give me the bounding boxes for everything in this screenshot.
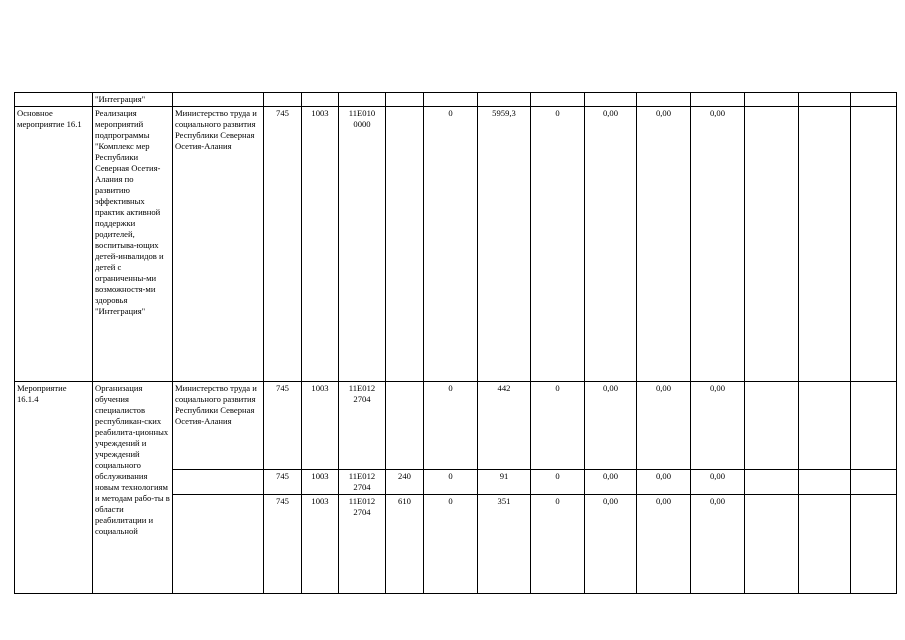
table-cell — [799, 495, 851, 594]
table-cell-value: 442 — [478, 382, 531, 470]
table-cell-type: Мероприятие 16.1.4 — [15, 382, 93, 594]
table-cell — [745, 107, 799, 382]
table-cell-vr: 610 — [386, 495, 424, 594]
table-cell-grbs: 745 — [264, 382, 302, 470]
table-cell — [339, 93, 386, 107]
table-cell-grbs: 745 — [264, 495, 302, 594]
table-cell-value: 0,00 — [585, 470, 637, 495]
table-cell-executor — [173, 495, 264, 594]
table-cell-value: 0 — [424, 107, 478, 382]
budget-table — [14, 92, 897, 594]
table-cell-value: 0,00 — [637, 382, 691, 470]
table-cell — [799, 107, 851, 382]
table-cell-executor: Министерство труда и социального развития Республики Северная Осетия-Алания — [173, 382, 264, 470]
table-cell — [531, 93, 585, 107]
table-cell-type: Основное мероприятие 16.1 — [15, 107, 93, 382]
table-cell — [585, 93, 637, 107]
table-cell — [478, 93, 531, 107]
table-cell-rzpr: 1003 — [302, 495, 339, 594]
table-cell — [424, 93, 478, 107]
table-cell-value: 0,00 — [637, 470, 691, 495]
table-cell — [799, 470, 851, 495]
table-cell — [851, 495, 897, 594]
table-cell-grbs: 745 — [264, 107, 302, 382]
table-cell-value: 0 — [424, 382, 478, 470]
table-cell-vr — [386, 107, 424, 382]
table-cell — [745, 495, 799, 594]
table-cell-value: 0,00 — [691, 382, 745, 470]
table-cell — [745, 470, 799, 495]
table-cell — [851, 382, 897, 470]
table-cell — [799, 93, 851, 107]
table-cell-rzpr: 1003 — [302, 107, 339, 382]
table-cell — [851, 93, 897, 107]
table-cell — [302, 93, 339, 107]
table-cell-csr: 11Е012 2704 — [339, 495, 386, 594]
table-cell — [264, 93, 302, 107]
table-cell-value: 0 — [531, 495, 585, 594]
table-cell-vr: 240 — [386, 470, 424, 495]
table-cell — [745, 93, 799, 107]
table-cell — [799, 382, 851, 470]
table-cell-csr: 11Е012 2704 — [339, 382, 386, 470]
table-row — [15, 107, 897, 382]
table-cell-value: 0,00 — [585, 495, 637, 594]
table-cell-value: 0,00 — [691, 470, 745, 495]
table-cell-value: 0 — [424, 470, 478, 495]
table-cell-name: "Интеграция" — [93, 93, 173, 107]
table-cell-value: 0 — [424, 495, 478, 594]
table-cell — [386, 93, 424, 107]
table-cell-value: 0 — [531, 107, 585, 382]
table-cell-value: 91 — [478, 470, 531, 495]
table-cell-vr — [386, 382, 424, 470]
table-cell-rzpr: 1003 — [302, 382, 339, 470]
table-cell-value: 0 — [531, 470, 585, 495]
table-cell-value: 0,00 — [585, 382, 637, 470]
table-cell-name: Реализация мероприятий подпрограммы "Комплекс мер Республики Северная Осетия-Алания по развитию эффективных практик активной поддержки родителей, воспитыва-ющих детей-инвалидов и детей с ограниченны-ми возможностя-ми здоровья "Интеграция" — [93, 107, 173, 382]
table-cell-value: 5959,3 — [478, 107, 531, 382]
table-cell-value: 0,00 — [691, 495, 745, 594]
table-cell-value: 0,00 — [691, 107, 745, 382]
table-cell-value: 0,00 — [585, 107, 637, 382]
table-cell — [173, 93, 264, 107]
table-cell — [691, 93, 745, 107]
table-cell — [745, 382, 799, 470]
table-cell — [637, 93, 691, 107]
table-cell-executor: Министерство труда и социального развития Республики Северная Осетия-Алания — [173, 107, 264, 382]
table-cell-value: 0 — [531, 382, 585, 470]
table-cell-rzpr: 1003 — [302, 470, 339, 495]
table-row — [15, 93, 897, 107]
table-cell — [851, 470, 897, 495]
table-cell-value: 0,00 — [637, 495, 691, 594]
table-row — [15, 382, 897, 470]
table-cell-csr: 11Е010 0000 — [339, 107, 386, 382]
table-cell-name: Организация обучения специалистов республикан-ских реабилита-ционных учреждений и учреждений социального обслуживания новым технологиям и методам рабо-ты в области реабилитации и социальной — [93, 382, 173, 594]
table-cell — [851, 107, 897, 382]
table-cell-grbs: 745 — [264, 470, 302, 495]
table-cell — [15, 93, 93, 107]
table-cell-csr: 11Е012 2704 — [339, 470, 386, 495]
table-cell-value: 351 — [478, 495, 531, 594]
table-cell-value: 0,00 — [637, 107, 691, 382]
table-cell-executor — [173, 470, 264, 495]
